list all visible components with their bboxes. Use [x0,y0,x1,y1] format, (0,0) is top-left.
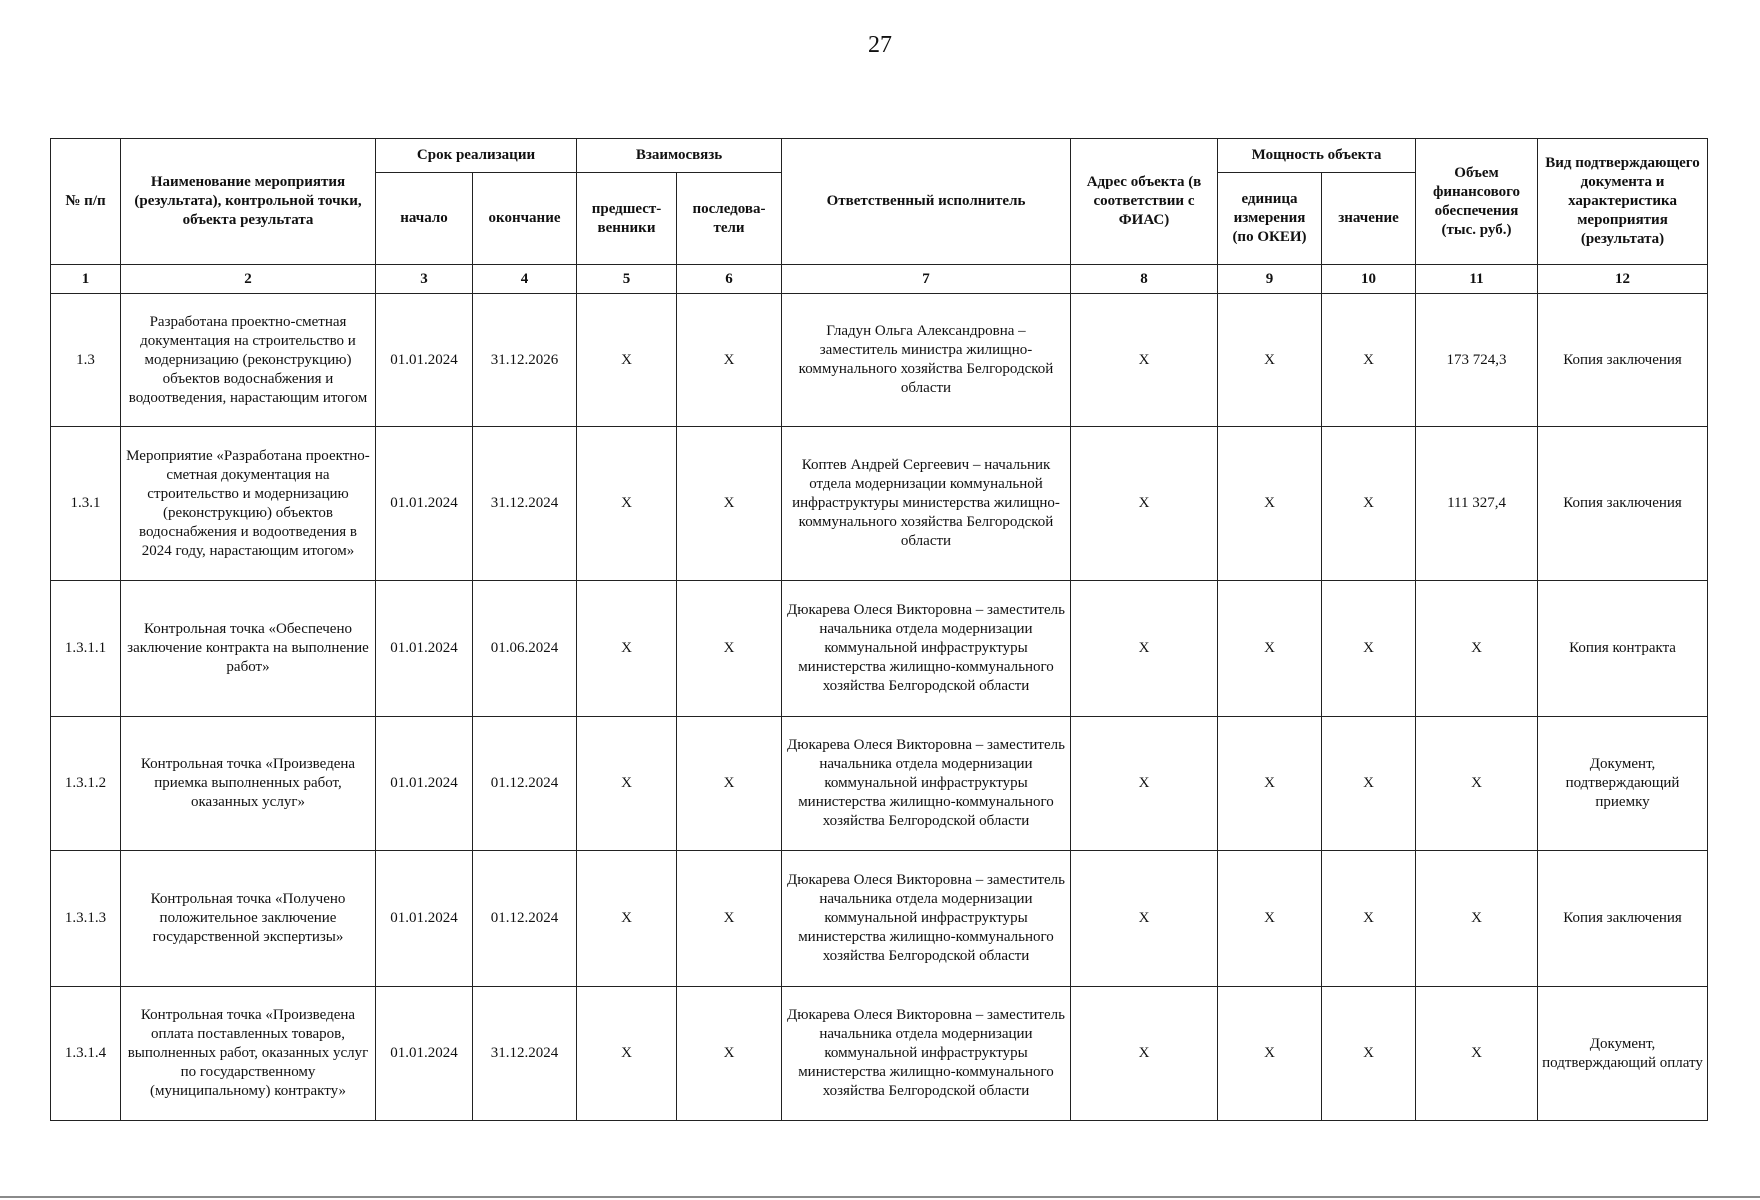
column-number: 1 [51,265,121,294]
header-financing: Объем финансового обеспечения (тыс. руб.) [1416,139,1538,265]
row-value: X [1322,427,1416,581]
row-unit: X [1218,294,1322,427]
column-number: 5 [577,265,677,294]
row-num: 1.3.1.4 [51,987,121,1121]
row-predecessors: X [577,427,677,581]
column-number: 3 [376,265,473,294]
row-unit: X [1218,427,1322,581]
row-num: 1.3.1 [51,427,121,581]
header-unit: единица измерения (по ОКЕИ) [1218,173,1322,265]
header-successors: последова-тели [677,173,782,265]
header-executor: Ответственный исполнитель [782,139,1071,265]
header-predecessors: предшест-венники [577,173,677,265]
row-predecessors: X [577,987,677,1121]
row-address: X [1071,427,1218,581]
row-financing: X [1416,987,1538,1121]
column-number: 11 [1416,265,1538,294]
column-number: 2 [121,265,376,294]
row-successors: X [677,717,782,851]
table-row [51,851,1708,987]
row-successors: X [677,851,782,987]
header-value: значение [1322,173,1416,265]
row-end: 31.12.2026 [473,294,577,427]
row-address: X [1071,717,1218,851]
row-end: 01.12.2024 [473,717,577,851]
row-start: 01.01.2024 [376,294,473,427]
column-number: 6 [677,265,782,294]
row-name: Контрольная точка «Произведена оплата поставленных товаров, выполненных работ, оказанных услуг по государственному (муниципальному) контракту» [121,987,376,1121]
row-unit: X [1218,851,1322,987]
row-value: X [1322,581,1416,717]
table-row [51,581,1708,717]
header-power-group: Мощность объекта [1218,139,1416,173]
column-number: 8 [1071,265,1218,294]
row-successors: X [677,294,782,427]
table-row [51,294,1708,427]
row-value: X [1322,294,1416,427]
row-executor: Дюкарева Олеся Викторовна – заместитель начальника отдела модернизации коммунальной инфраструктуры министерства жилищно-коммунального хозяйства Белгородской области [782,851,1071,987]
row-end: 31.12.2024 [473,987,577,1121]
header-end: окончание [473,173,577,265]
column-number-row [51,265,1708,294]
row-end: 31.12.2024 [473,427,577,581]
row-start: 01.01.2024 [376,987,473,1121]
header-document: Вид подтверждающего документа и характеристика мероприятия (результата) [1538,139,1708,265]
row-num: 1.3 [51,294,121,427]
column-number: 12 [1538,265,1708,294]
row-name: Контрольная точка «Обеспечено заключение контракта на выполнение работ» [121,581,376,717]
row-start: 01.01.2024 [376,717,473,851]
row-successors: X [677,581,782,717]
header-start: начало [376,173,473,265]
header-num: № п/п [51,139,121,265]
row-executor: Коптев Андрей Сергеевич – начальник отдела модернизации коммунальной инфраструктуры министерства жилищно-коммунального хозяйства Белгородской области [782,427,1071,581]
header-name: Наименование мероприятия (результата), контрольной точки, объекта результата [121,139,376,265]
row-financing: X [1416,851,1538,987]
row-name: Разработана проектно-сметная документация на строительство и модернизацию (реконструкцию) объектов водоснабжения и водоотведения, нарастающим итогом [121,294,376,427]
row-document: Документ, подтверждающий приемку [1538,717,1708,851]
row-num: 1.3.1.1 [51,581,121,717]
row-predecessors: X [577,294,677,427]
column-number: 7 [782,265,1071,294]
row-start: 01.01.2024 [376,427,473,581]
row-address: X [1071,581,1218,717]
plan-table [50,138,1708,1121]
row-unit: X [1218,717,1322,851]
row-predecessors: X [577,581,677,717]
row-unit: X [1218,987,1322,1121]
scan-edge-line [0,1196,1760,1198]
page-number: 27 [868,32,892,58]
column-number: 9 [1218,265,1322,294]
column-number: 4 [473,265,577,294]
row-successors: X [677,987,782,1121]
row-executor: Дюкарева Олеся Викторовна – заместитель начальника отдела модернизации коммунальной инфраструктуры министерства жилищно-коммунального хозяйства Белгородской области [782,717,1071,851]
row-start: 01.01.2024 [376,581,473,717]
row-name: Контрольная точка «Получено положительное заключение государственной экспертизы» [121,851,376,987]
table-row [51,427,1708,581]
row-value: X [1322,851,1416,987]
row-financing: X [1416,581,1538,717]
row-successors: X [677,427,782,581]
row-document: Документ, подтверждающий оплату [1538,987,1708,1121]
row-address: X [1071,294,1218,427]
row-num: 1.3.1.3 [51,851,121,987]
row-end: 01.12.2024 [473,851,577,987]
row-num: 1.3.1.2 [51,717,121,851]
row-value: X [1322,717,1416,851]
row-document: Копия заключения [1538,851,1708,987]
row-predecessors: X [577,851,677,987]
row-financing: X [1416,717,1538,851]
row-end: 01.06.2024 [473,581,577,717]
header-address: Адрес объекта (в соответствии с ФИАС) [1071,139,1218,265]
header-term-group: Срок реализации [376,139,577,173]
row-financing: 111 327,4 [1416,427,1538,581]
row-executor: Дюкарева Олеся Викторовна – заместитель начальника отдела модернизации коммунальной инфраструктуры министерства жилищно-коммунального хозяйства Белгородской области [782,581,1071,717]
row-unit: X [1218,581,1322,717]
table-row [51,717,1708,851]
row-start: 01.01.2024 [376,851,473,987]
row-financing: 173 724,3 [1416,294,1538,427]
row-name: Мероприятие «Разработана проектно-сметная документация на строительство и модернизацию (реконструкцию) объектов водоснабжения и водоотведения в 2024 году, нарастающим итогом» [121,427,376,581]
row-document: Копия контракта [1538,581,1708,717]
row-value: X [1322,987,1416,1121]
column-number: 10 [1322,265,1416,294]
row-document: Копия заключения [1538,294,1708,427]
row-address: X [1071,851,1218,987]
row-executor: Гладун Ольга Александровна – заместитель министра жилищно-коммунального хозяйства Белгородской области [782,294,1071,427]
table-row [51,987,1708,1121]
header-link-group: Взаимосвязь [577,139,782,173]
row-document: Копия заключения [1538,427,1708,581]
row-name: Контрольная точка «Произведена приемка выполненных работ, оказанных услуг» [121,717,376,851]
row-address: X [1071,987,1218,1121]
row-predecessors: X [577,717,677,851]
row-executor: Дюкарева Олеся Викторовна – заместитель начальника отдела модернизации коммунальной инфраструктуры министерства жилищно-коммунального хозяйства Белгородской области [782,987,1071,1121]
